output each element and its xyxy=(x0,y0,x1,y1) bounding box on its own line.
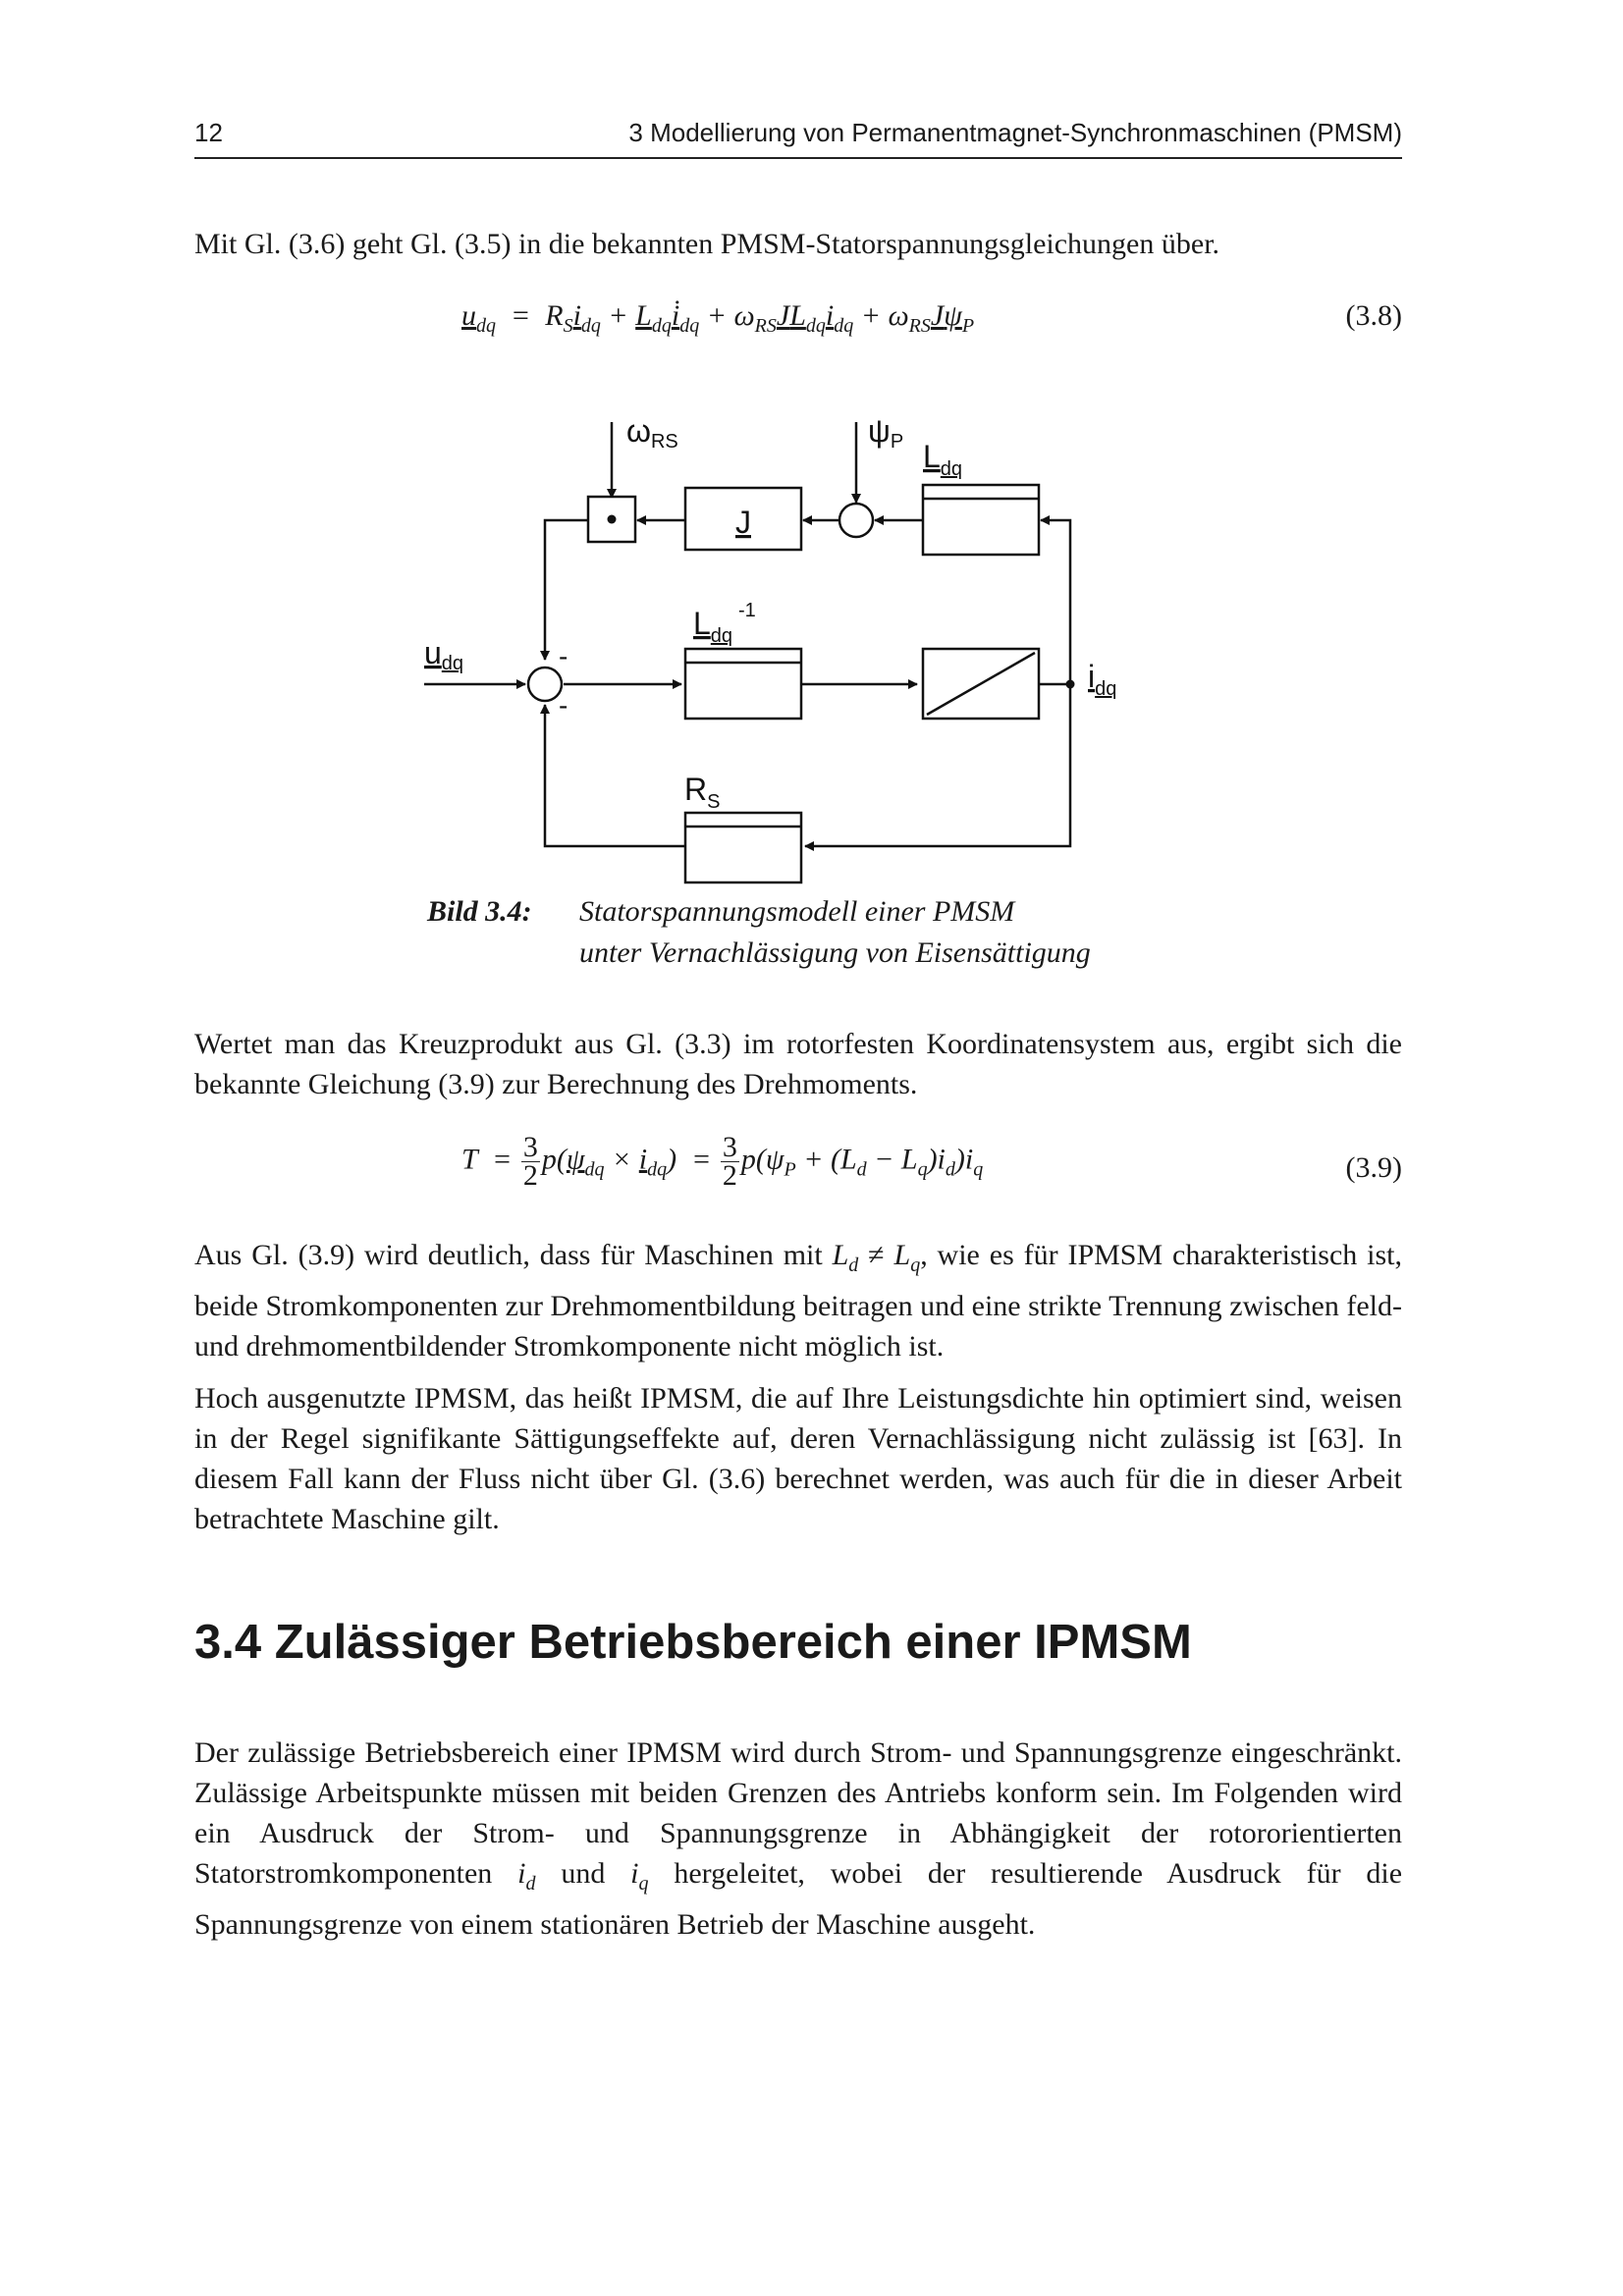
figure-caption-label: Bild 3.4: xyxy=(427,895,532,928)
section-heading: 3.4 Zulässiger Betriebsbereich einer IPMSM xyxy=(194,1616,1192,1669)
figure-caption-line-2: unter Vernachlässigung von Eisensättigung xyxy=(579,936,1091,969)
paragraph-torque-intro: Wertet man das Kreuzprodukt aus Gl. (3.3) im rotorfesten Koordinatensystem aus, ergibt sich die bekannte Gleichung (3.9) zur Berechnung des Drehmoments. xyxy=(194,1028,1402,1100)
paragraph-4-part-2: hergeleitet, wobei der resultierende Ausdruck für die Spannungsgrenze von einem stationären Betrieb der Maschine ausgeht. xyxy=(194,1857,1403,1941)
paragraph-4-part-1: Der zulässige Betriebsbereich einer IPMSM wird durch Strom- und Spannungsgrenze eingeschränkt. Zulässige Arbeitspunkte müssen mit beiden Grenzen des Antriebs konform sein. Im Folgenden wird ein Ausdruck der Strom- und Spannungsgrenze in Abhängigkeit der rotororientierten Statorstromkomponenten xyxy=(194,1736,1402,1890)
equation-3-9-body: T = $\frac{3}{2}$ $p(\psi_{dq} \times i_{dq})$ = $\frac{3}{2}$ $p(\psi_P + (L_d - L_q)i_d)i_q$ xyxy=(461,1131,984,1192)
omega-label: ωRS xyxy=(626,413,678,453)
minus-top-sign: - xyxy=(559,641,568,671)
output-node xyxy=(1066,680,1075,689)
paragraph-torque-discussion: Aus Gl. (3.9) wird deutlich, dass für Maschinen mit $L_d \ne L_q$, wie es für IPMSM charakteristisch ist, beide Stromkomponenten zur Drehmomentbildung beitragen und eine strikte Trennung zwischen feld- und drehmomentbildender Stromkomponente nicht möglich ist. xyxy=(194,1239,1403,1362)
block-diagram xyxy=(412,407,1139,888)
equation-3-8-body: $u_{dq} = R_Si_{dq}$ + $L_{dq}i̇_{dq} + \omega_{RS}JL_{dq}i_{dq} + \omega_{RS}J\psi_P$ xyxy=(461,299,975,337)
intro-paragraph: Mit Gl. (3.6) geht Gl. (3.5) in die bekannten PMSM-Statorspannungsgleichungen über. xyxy=(194,228,1220,260)
page-header xyxy=(194,116,1402,159)
linv-label: $L_{dq}$ xyxy=(693,606,733,647)
rs-to-main-sum-line xyxy=(545,705,685,846)
rs-label: $R_S$ xyxy=(684,772,721,813)
minus-bottom-sign: - xyxy=(559,690,568,721)
ldq-block xyxy=(923,485,1039,555)
paragraph-2-before: Aus Gl. (3.9) wird deutlich, dass für Maschinen mit xyxy=(194,1239,823,1271)
idq-label: $i_{dq}$ xyxy=(1088,659,1117,700)
equation-3-8 xyxy=(194,299,1402,348)
summing-junction-top xyxy=(839,504,873,537)
paragraph-operating-range: Der zulässige Betriebsbereich einer IPMSM wird durch Strom- und Spannungsgrenze eingeschränkt. Zulässige Arbeitspunkte müssen mit beiden Grenzen des Antriebs konform sein. Im Folgenden wird ein Ausdruck der Strom- und Spannungsgrenze in Abhängigkeit der rotororientierten Statorstromkomponenten $i_d$ und $i_q$ hergeleitet, wobei der resultierende Ausdruck für die Spannungsgrenze von einem stationären Betrieb der Maschine ausgeht. xyxy=(194,1736,1403,1941)
paragraph-2-after: , wie es für IPMSM charakteristisch ist, beide Stromkomponenten zur Drehmomentbildung beitragen und eine strikte Trennung zwischen feld- und drehmomentbildender Stromkomponente nicht möglich ist. xyxy=(194,1239,1403,1362)
running-chapter-title: 3 Modellierung von Permanentmagnet-Synchronmaschinen (PMSM) xyxy=(628,118,1402,147)
psi-label: ψP xyxy=(868,413,904,453)
rs-block xyxy=(685,813,801,882)
linv-block xyxy=(685,649,801,719)
linv-exponent: -1 xyxy=(738,600,756,621)
multiplier-dot xyxy=(608,515,617,524)
mult-to-main-sum-line xyxy=(545,520,588,660)
equation-3-9-number: (3.9) xyxy=(1345,1151,1402,1184)
udq-label: udq xyxy=(424,635,464,674)
equation-3-8-number: (3.8) xyxy=(1345,299,1402,332)
j-label: J xyxy=(735,505,751,540)
paragraph-4-und: und xyxy=(561,1857,606,1890)
idq-to-ldq-line xyxy=(1041,520,1070,684)
ldq-label: $L_{dq}$ xyxy=(923,439,963,480)
paragraph-saturation: Hoch ausgenutzte IPMSM, das heißt IPMSM, die auf Ihre Leistungsdichte hin optimiert sind, weisen in der Regel signifikante Sättigungseffekte auf, deren Vernachlässigung nicht zulässig ist [63]. In diesem Fall kann der Fluss nicht über Gl. (3.6) berechnet werden, was auch für die in dieser Arbeit betrachtete Maschine gilt. xyxy=(194,1382,1402,1535)
summing-junction-main xyxy=(528,667,562,701)
equation-3-9 xyxy=(194,1131,1402,1202)
figure-caption-line-1: Statorspannungsmodell einer PMSM xyxy=(579,895,1015,928)
page-number: 12 xyxy=(194,118,223,147)
